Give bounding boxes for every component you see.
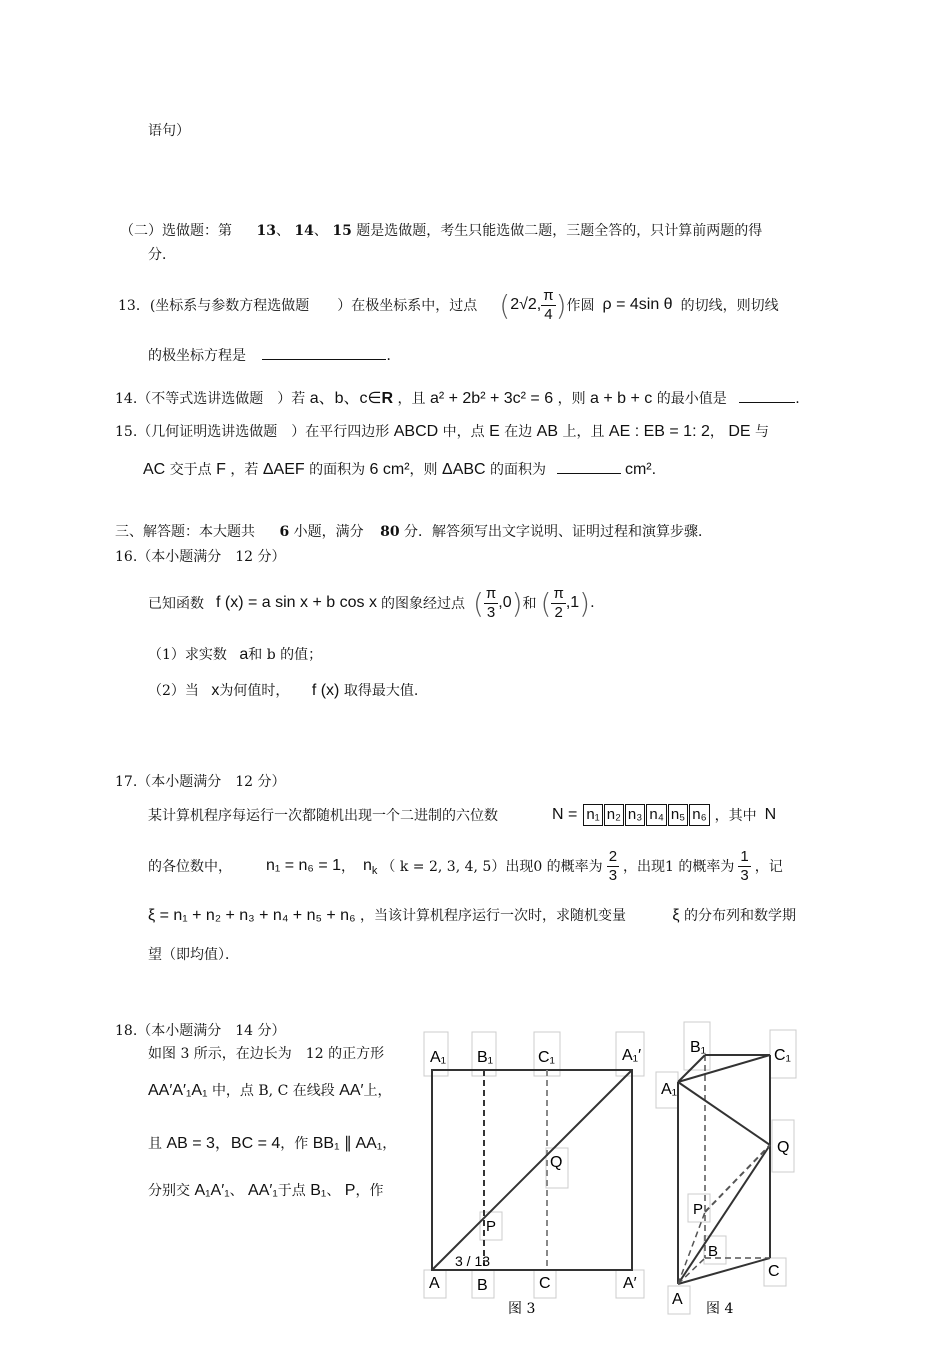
text: 15.（几何证明选讲选做题 ）在平行四边形 xyxy=(115,424,390,440)
text: 中，点 xyxy=(442,424,485,440)
m: DE xyxy=(728,423,751,440)
text: ，其中 xyxy=(714,808,757,824)
text: （ k = 2, 3, 4, 5）出现 xyxy=(381,859,534,875)
m: AA′ xyxy=(339,1082,364,1099)
digit-box: n₂ xyxy=(604,804,624,826)
label-P: P xyxy=(486,1218,497,1235)
label-C: C xyxy=(539,1275,551,1292)
text: 的切线，则切线 xyxy=(680,298,779,314)
text: 14.（不等式选讲选做题 ）若 xyxy=(115,391,306,407)
text: . xyxy=(795,391,800,407)
num: 15 xyxy=(332,223,352,239)
m: AB xyxy=(536,423,558,440)
m: ξ xyxy=(672,907,680,924)
text: ，作 xyxy=(355,1183,384,1199)
m: ξ = n₁ + n₂ + n₃ + n₄ + n₅ + n₆ xyxy=(148,907,356,924)
paren-right: ) xyxy=(511,586,523,620)
q13-point: 2√2, xyxy=(510,296,542,313)
m: BB₁ ∥ AA₁ xyxy=(312,1135,383,1152)
text: 在边 xyxy=(504,424,533,440)
text: 作圆 xyxy=(566,298,595,314)
q16-part-2 xyxy=(148,680,418,700)
q14-vars: a、b、c∈ xyxy=(309,390,382,407)
text: 分别交 xyxy=(148,1183,190,1199)
edge-A1Q xyxy=(678,1082,770,1145)
text: 于点 xyxy=(277,1183,306,1199)
answer-blank[interactable] xyxy=(262,345,386,360)
den: 3 xyxy=(740,866,749,884)
m: ABCD xyxy=(393,423,439,440)
edge-PQ xyxy=(705,1145,770,1212)
label-A: A xyxy=(672,1291,683,1308)
m: B₁ xyxy=(310,1182,327,1199)
m: f (x) xyxy=(311,682,340,699)
q17-line-2 xyxy=(148,842,783,890)
label-C: C xyxy=(768,1263,780,1280)
q13-prefix: 13．(坐标系与参数方程选做题 ）在极坐标系中，过点 xyxy=(118,298,478,314)
digit-box: n₃ xyxy=(625,804,645,826)
m: E xyxy=(489,423,500,440)
text: 三、解答题：本大题共 xyxy=(115,524,255,540)
label-B1: B₁ xyxy=(690,1039,707,1056)
label-Ap: A′ xyxy=(623,1275,637,1292)
text: 的最小值是 xyxy=(656,391,727,407)
q14-eq: a² + 2b² + 3c² = 6 xyxy=(429,390,554,407)
text: ，则 xyxy=(409,462,438,478)
q18-line-4 xyxy=(148,1180,383,1200)
text: 题是选做题，考生只能选做二题，三题全答的，只计算前两题的得 xyxy=(356,223,763,239)
text: ，作 xyxy=(280,1136,309,1152)
text: 的各位数中， xyxy=(148,859,232,875)
frac xyxy=(738,848,750,885)
num: π xyxy=(543,286,554,304)
label-B: B xyxy=(708,1243,719,1260)
m: 6 cm² xyxy=(369,461,410,478)
q14-R: R xyxy=(381,390,394,407)
text: ，若 xyxy=(230,462,259,478)
val: ,0 xyxy=(498,594,512,611)
q16-part-1 xyxy=(148,644,322,664)
optional-section-line xyxy=(120,220,762,240)
text: 、 xyxy=(313,223,328,239)
m: AA′₁ xyxy=(248,1182,278,1199)
label-C1: C₁ xyxy=(538,1049,555,1066)
diagonal-AA1p xyxy=(432,1070,632,1270)
q13-fraction xyxy=(541,287,555,324)
text: 上， xyxy=(363,1083,392,1099)
paren-left: ( xyxy=(540,586,552,620)
q17-line-4: 望（即均值）． xyxy=(148,947,239,963)
text: ，且 xyxy=(397,391,426,407)
text: 为何值时， xyxy=(219,683,290,699)
optional-section-line-2: 分． xyxy=(148,247,176,263)
text: ，记 xyxy=(754,859,783,875)
q16-function: f (x) = a sin x + b cos x xyxy=(216,594,377,611)
edge-AQ xyxy=(678,1145,770,1284)
m: N = xyxy=(552,806,578,823)
label-Q: Q xyxy=(550,1154,563,1171)
digit-box: n₄ xyxy=(646,804,666,826)
text: 上，且 xyxy=(562,424,605,440)
figure-3-caption: 图 3 xyxy=(508,1301,536,1317)
den: 4 xyxy=(544,305,553,323)
text: 的极坐标方程是 xyxy=(148,348,246,364)
num: 1 xyxy=(740,847,749,865)
label-A: A xyxy=(429,1275,440,1292)
label-C1: C₁ xyxy=(774,1047,791,1064)
m: P xyxy=(344,1182,356,1199)
m: A₁A′₁ xyxy=(194,1182,230,1199)
den: 3 xyxy=(486,603,496,621)
paren-right: ) xyxy=(579,586,591,620)
m: x xyxy=(211,682,220,699)
label-P: P xyxy=(693,1201,704,1218)
q14-sum: a + b + c xyxy=(590,390,653,407)
num: π xyxy=(485,584,497,602)
q17-line-1 xyxy=(148,804,776,826)
text: 和 b 的值； xyxy=(248,647,323,663)
text: 分．解答须写出文字说明、证明过程和演算步骤． xyxy=(404,524,713,540)
m: AA′A′₁A₁ xyxy=(148,1082,208,1099)
m: AB = 3，BC = 4 xyxy=(166,1135,281,1152)
answer-blank[interactable] xyxy=(739,388,795,403)
m: ΔABC xyxy=(442,461,486,478)
text: 、 xyxy=(229,1183,244,1199)
label-A1p: A₁′ xyxy=(622,1047,642,1064)
q15-line xyxy=(115,421,769,441)
q16-header: 16.（本小题满分 12 分） xyxy=(115,549,286,565)
text: 且 xyxy=(148,1136,162,1152)
q17-header: 17.（本小题满分 12 分） xyxy=(115,774,286,790)
text: 、 xyxy=(275,223,290,239)
text: 的分布列和数学期 xyxy=(684,908,797,924)
q18-header: 18.（本小题满分 14 分） xyxy=(115,1023,286,1039)
digit-box: n₁ xyxy=(583,804,602,826)
num: 6 xyxy=(279,524,290,540)
q13-line-2 xyxy=(148,345,400,365)
val: ,1 xyxy=(565,594,580,611)
q17-line-3 xyxy=(148,905,796,925)
section-3-header xyxy=(115,521,712,541)
text: ， xyxy=(341,859,356,875)
text: （2）当 xyxy=(148,683,199,699)
text: 的面积为 xyxy=(490,462,547,478)
label-B: B xyxy=(477,1277,488,1294)
m: n₁ = n₆ = 1 xyxy=(266,857,342,874)
m: n xyxy=(363,857,372,874)
text: 1 的概率为 xyxy=(665,859,735,875)
m: N xyxy=(764,806,777,823)
den: 2 xyxy=(554,603,563,621)
label-Q: Q xyxy=(777,1139,790,1156)
text: 取得最大值. xyxy=(343,683,419,699)
figure-3 xyxy=(420,1025,650,1325)
text: 的面积为 xyxy=(309,462,366,478)
q14-line xyxy=(115,385,800,408)
digit-box: n₆ xyxy=(689,804,709,826)
text: . xyxy=(590,595,595,611)
m: AC xyxy=(143,461,166,478)
q18-line-1: 如图 3 所示，在边长为 12 的正方形 xyxy=(148,1046,385,1062)
paren-left: ( xyxy=(499,288,511,322)
m: ΔAEF xyxy=(262,461,305,478)
text: ， xyxy=(382,1136,397,1152)
text: 某计算机程序每运行一次都随机出现一个二进制的六位数 xyxy=(148,808,498,824)
unit: cm². xyxy=(624,461,657,478)
continuation-text: 语句） xyxy=(148,123,190,139)
text: ，当该计算机程序运行一次时，求随机变量 xyxy=(359,908,626,924)
num: π xyxy=(553,584,564,602)
text: ， xyxy=(709,424,724,440)
text: 0 的概率为 xyxy=(533,859,603,875)
q13-circle-eq: ρ = 4sin θ xyxy=(602,296,673,313)
text: （1）求实数 xyxy=(148,647,227,663)
label-A1: A₁ xyxy=(661,1081,678,1098)
m: a xyxy=(239,646,249,663)
m: F xyxy=(216,461,226,478)
num: 80 xyxy=(380,524,400,540)
q16-line xyxy=(148,580,595,626)
q15-line-2 xyxy=(143,459,656,479)
num: 13 xyxy=(256,223,276,239)
den: 3 xyxy=(608,866,618,884)
text: 与 xyxy=(755,424,769,440)
q13-line xyxy=(118,282,779,328)
frac xyxy=(607,848,619,885)
label-B1: B₁ xyxy=(477,1049,494,1066)
label-A1: A₁ xyxy=(430,1049,447,1066)
text: 交于点 xyxy=(169,462,212,478)
text: ． xyxy=(386,348,401,364)
q18-line-2 xyxy=(148,1080,392,1100)
frac xyxy=(484,585,498,622)
text: 和 xyxy=(522,596,537,612)
digit-box: n₅ xyxy=(668,804,688,826)
text: （二）选做题：第 xyxy=(120,223,232,239)
figure-4 xyxy=(655,1018,805,1328)
text: 中，点 B, C 在线段 xyxy=(211,1083,335,1099)
answer-blank[interactable] xyxy=(557,459,621,474)
text: ，则 xyxy=(557,391,586,407)
page-number: 3 / 13 xyxy=(455,1253,491,1269)
text: 的图象经过点 xyxy=(380,596,465,612)
figure-4-caption: 图 4 xyxy=(706,1301,734,1317)
paren-right: ) xyxy=(555,288,567,322)
text: 、 xyxy=(326,1183,341,1199)
paren-left: ( xyxy=(472,586,484,620)
num: 14 xyxy=(294,223,314,239)
text: 已知函数 xyxy=(148,596,204,612)
frac xyxy=(551,585,565,622)
num: 2 xyxy=(608,847,618,865)
text: ，出现 xyxy=(623,859,666,875)
q18-line-3 xyxy=(148,1130,396,1153)
m: AE : EB = 1: 2 xyxy=(608,423,710,440)
text: 小题，满分 xyxy=(293,524,364,540)
m: k xyxy=(371,865,378,877)
